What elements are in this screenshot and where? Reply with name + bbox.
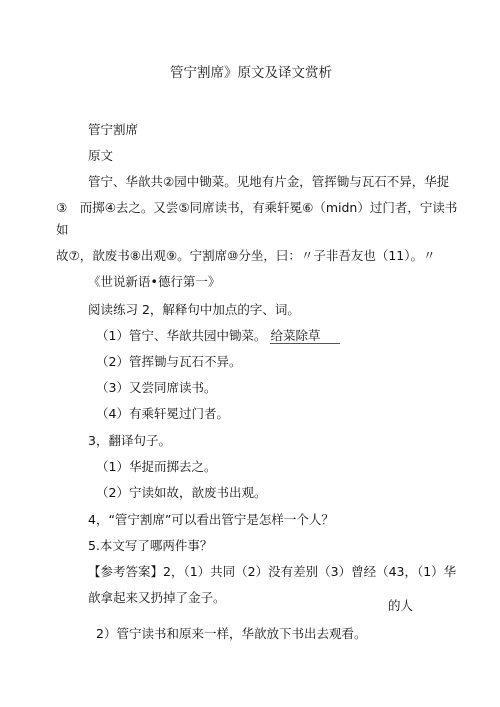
section-label: 原文	[88, 148, 114, 163]
original-line-3: 如	[56, 222, 69, 237]
answer-fragment: 的人	[388, 598, 414, 613]
original-line-2: ③ 而掷④去之。又尝⑤同席读书，有乘轩冕⑥（midn）过门者，宁读书	[56, 200, 458, 215]
answer-line-3: 2）管宁读书和原来一样，华歆放下书出去观看。	[96, 626, 367, 641]
question-2-item-4: （4）有乘轩冕过门者。	[96, 406, 229, 421]
original-line-4: 故⑦，歆废书⑧出观⑨。宁割席⑩分坐，曰：〃子非吾友也（11）。〃	[56, 248, 436, 263]
question-2-item-3: （3）又尝同席读书。	[96, 380, 217, 395]
source-citation: 《世说新语•德行第一》	[88, 274, 221, 289]
question-2-item-1	[96, 328, 340, 344]
question-2-item-1-text: （1）管宁、华歆共园中锄菜。	[96, 328, 267, 343]
answer-label: 【参考答案】	[88, 564, 164, 579]
question-5: 5.本文写了哪两件事？	[88, 538, 213, 553]
question-3-item-2: （2）宁读如故，歆废书出观。	[96, 485, 267, 500]
original-line-1: 管宁、华歆共②园中锄菜。见地有片金，管挥锄与瓦石不异，华捉	[88, 174, 450, 189]
answer-blank: 给菜除草	[270, 328, 340, 344]
question-3: 3，翻译句子。	[88, 433, 171, 448]
question-2-item-2: （2）管挥锄与瓦石不异。	[96, 354, 242, 369]
answer-line-2: 歆拿起来又扔掉了金子。	[88, 590, 226, 605]
answer-line-1	[88, 564, 456, 580]
question-3-item-1: （1）华捉而掷去之。	[96, 459, 217, 474]
heading: 管宁割席	[88, 122, 139, 137]
question-4: 4，“管宁割席”可以看出管宁是怎样一个人？	[88, 512, 334, 527]
question-2: 阅读练习 2，解释句中加点的字、词。	[88, 302, 300, 317]
page-title: 管宁割席》原文及译文赏析	[170, 65, 332, 81]
answer-line-1-text: 2，（1）共同（2）没有差别（3）曾经（43，（1）华	[163, 564, 457, 579]
